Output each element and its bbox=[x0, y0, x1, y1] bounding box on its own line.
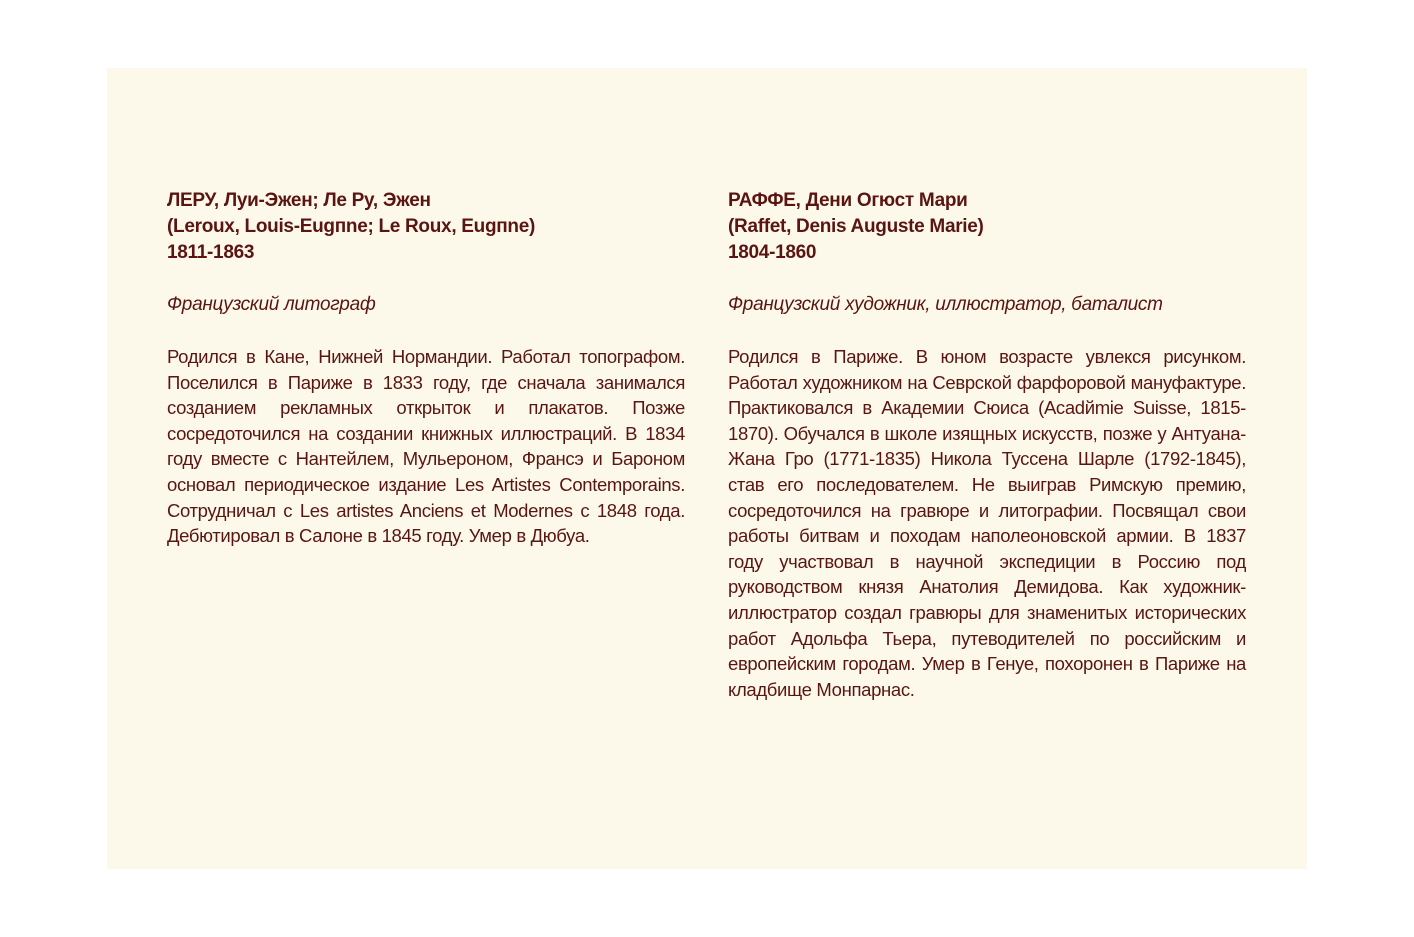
artist-latin-name: (Leroux, Louis-Eugпne; Le Roux, Eugпne) bbox=[167, 216, 536, 237]
artist-name: ЛЕРУ, Луи-Эжен; Ле Ру, Эжен bbox=[167, 190, 431, 211]
artist-biography: Родился в Париже. В юном возрасте увлекся рисунком. Работал художником на Севрской фарфоровой мануфактуре. Практиковался в Академии Сюиса (Acadйmie Suisse, 1815-1870). Обучался в школе изящных искусств, позже у Антуана-Жана Гро (1771-1835) Никола Туссена Шарле (1792-1845), став его последователем. Не выиграв Римскую премию, сосредоточился на гравюре и литографии. Посвящал свои работы битвам и походам наполеоновской армии. В 1837 году участвовал в научной экспедиции в Россию под руководством князя Анатолия Демидова. Как художник-иллюстратор создал гравюры для знаменитых исторических работ Адольфа Тьера, путеводителей по российским и европейским городам. Умер в Генуе, похоронен в Париже на кладбище Монпарнас. bbox=[728, 346, 1246, 700]
artist-years: 1804-1860 bbox=[728, 242, 817, 263]
artist-profession: Французский литограф bbox=[167, 294, 376, 315]
artist-latin-name: (Raffet, Denis Auguste Marie) bbox=[728, 216, 984, 237]
artist-years: 1811-1863 bbox=[167, 242, 255, 263]
artist-name: РАФФЕ, Дени Огюст Мари bbox=[728, 190, 968, 211]
artist-entry-raffet bbox=[728, 188, 1246, 702]
artist-entry-leroux bbox=[167, 188, 685, 549]
artist-profession: Французский художник, иллюстратор, баталист bbox=[728, 294, 1163, 315]
artist-biography: Родился в Кане, Нижней Нормандии. Работал топографом. Поселился в Париже в 1833 году, где сначала занимался созданием рекламных открыток и плакатов. Позже сосредоточился на создании книжных иллюстраций. В 1834 году вместе с Нантейлем, Мульероном, Франсэ и Бароном основал периодическое издание Les Artistes Contemporains. Сотрудничал с Les artistes Anciens et Modernes с 1848 года. Дебютировал в Салоне в 1845 году. Умер в Дюбуа. bbox=[167, 346, 685, 547]
document-page bbox=[107, 68, 1307, 869]
